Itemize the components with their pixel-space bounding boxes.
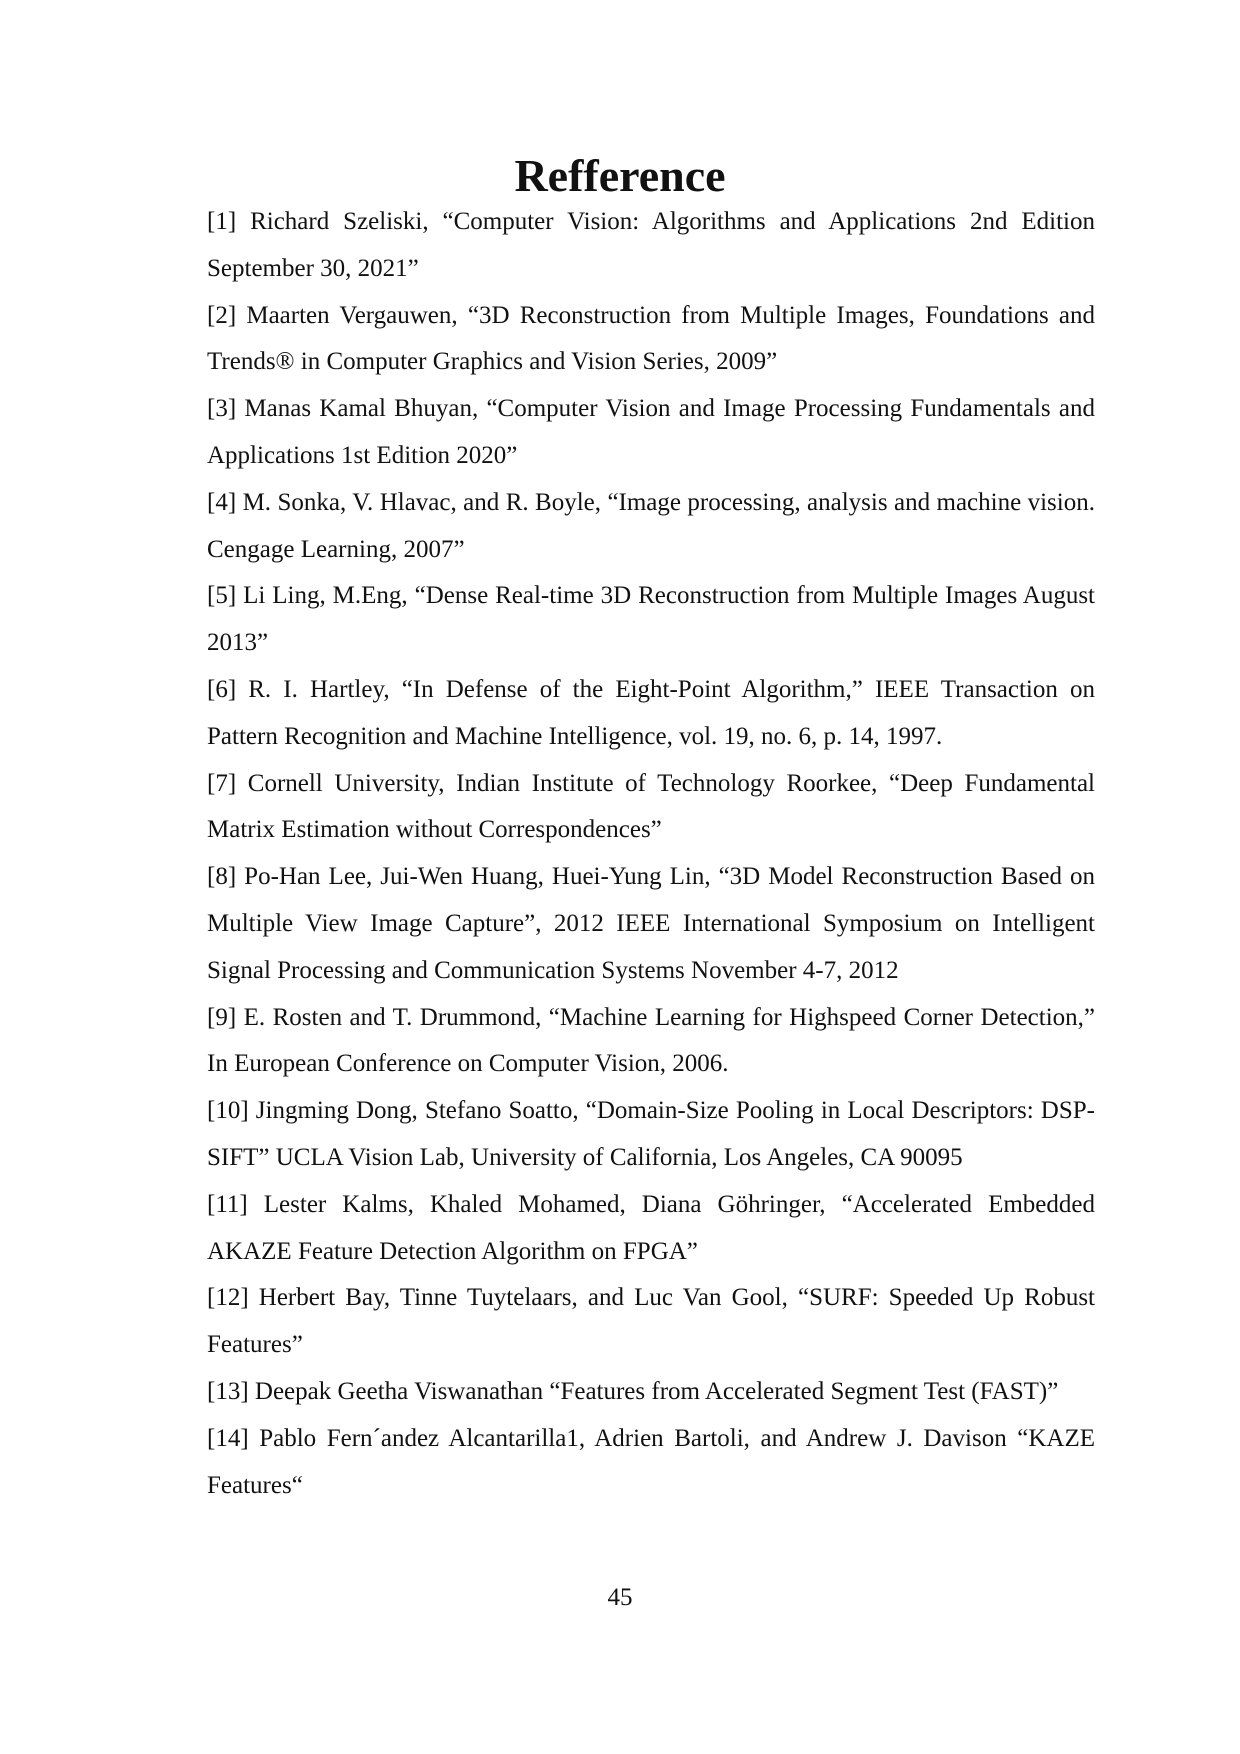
- reference-item-6: [6] R. I. Hartley, “In Defense of the Eight-Point Algorithm,” IEEE Transaction on Pattern Recognition and Machine Intelligence, vol. 19, no. 6, p. 14, 1997.: [207, 675, 1095, 750]
- reference-list: [207, 199, 1095, 1509]
- page-title: Refference: [514, 150, 726, 201]
- reference-item-3: [3] Manas Kamal Bhuyan, “Computer Vision and Image Processing Fundamentals and Applications 1st Edition 2020”: [207, 395, 1095, 469]
- reference-item-5: [5] Li Ling, M.Eng, “Dense Real-time 3D Reconstruction from Multiple Images August 2013”: [207, 582, 1095, 657]
- reference-item-9: [9] E. Rosten and T. Drummond, “Machine Learning for Highspeed Corner Detection,” In European Conference on Computer Vision, 2006.: [207, 1003, 1095, 1078]
- reference-item-4: [4] M. Sonka, V. Hlavac, and R. Boyle, “Image processing, analysis and machine vision. Cengage Learning, 2007”: [207, 488, 1095, 563]
- reference-item-11: [11] Lester Kalms, Khaled Mohamed, Diana Göhringer, “Accelerated Embedded AKAZE Feature Detection Algorithm on FPGA”: [207, 1190, 1095, 1265]
- reference-item-10: [10] Jingming Dong, Stefano Soatto, “Domain-Size Pooling in Local Descriptors: DSP-SIFT” UCLA Vision Lab, University of California, Los Angeles, CA 90095: [207, 1097, 1095, 1171]
- reference-item-7: [7] Cornell University, Indian Institute of Technology Roorkee, “Deep Fundamental Matrix Estimation without Correspondences”: [207, 769, 1095, 844]
- reference-item-13: [13] Deepak Geetha Viswanathan “Features from Accelerated Segment Test (FAST)”: [207, 1377, 1059, 1405]
- reference-item-2: [2] Maarten Vergauwen, “3D Reconstruction from Multiple Images, Foundations and Trends® in Computer Graphics and Vision Series, 2009”: [207, 301, 1095, 376]
- reference-item-1: [1] Richard Szeliski, “Computer Vision: Algorithms and Applications 2nd Edition September 30, 2021”: [207, 208, 1095, 282]
- reference-item-14: [14] Pablo Fern´andez Alcantarilla1, Adrien Bartoli, and Andrew J. Davison “KAZE Features“: [207, 1424, 1095, 1499]
- page-number: 45: [607, 1584, 633, 1611]
- reference-item-8: [8] Po-Han Lee, Jui-Wen Huang, Huei-Yung Lin, “3D Model Reconstruction Based on Multiple View Image Capture”, 2012 IEEE International Symposium on Intelligent Signal Processing and Communication Systems November 4-7, 2012: [207, 863, 1095, 984]
- reference-item-12: [12] Herbert Bay, Tinne Tuytelaars, and Luc Van Gool, “SURF: Speeded Up Robust Features”: [207, 1284, 1095, 1359]
